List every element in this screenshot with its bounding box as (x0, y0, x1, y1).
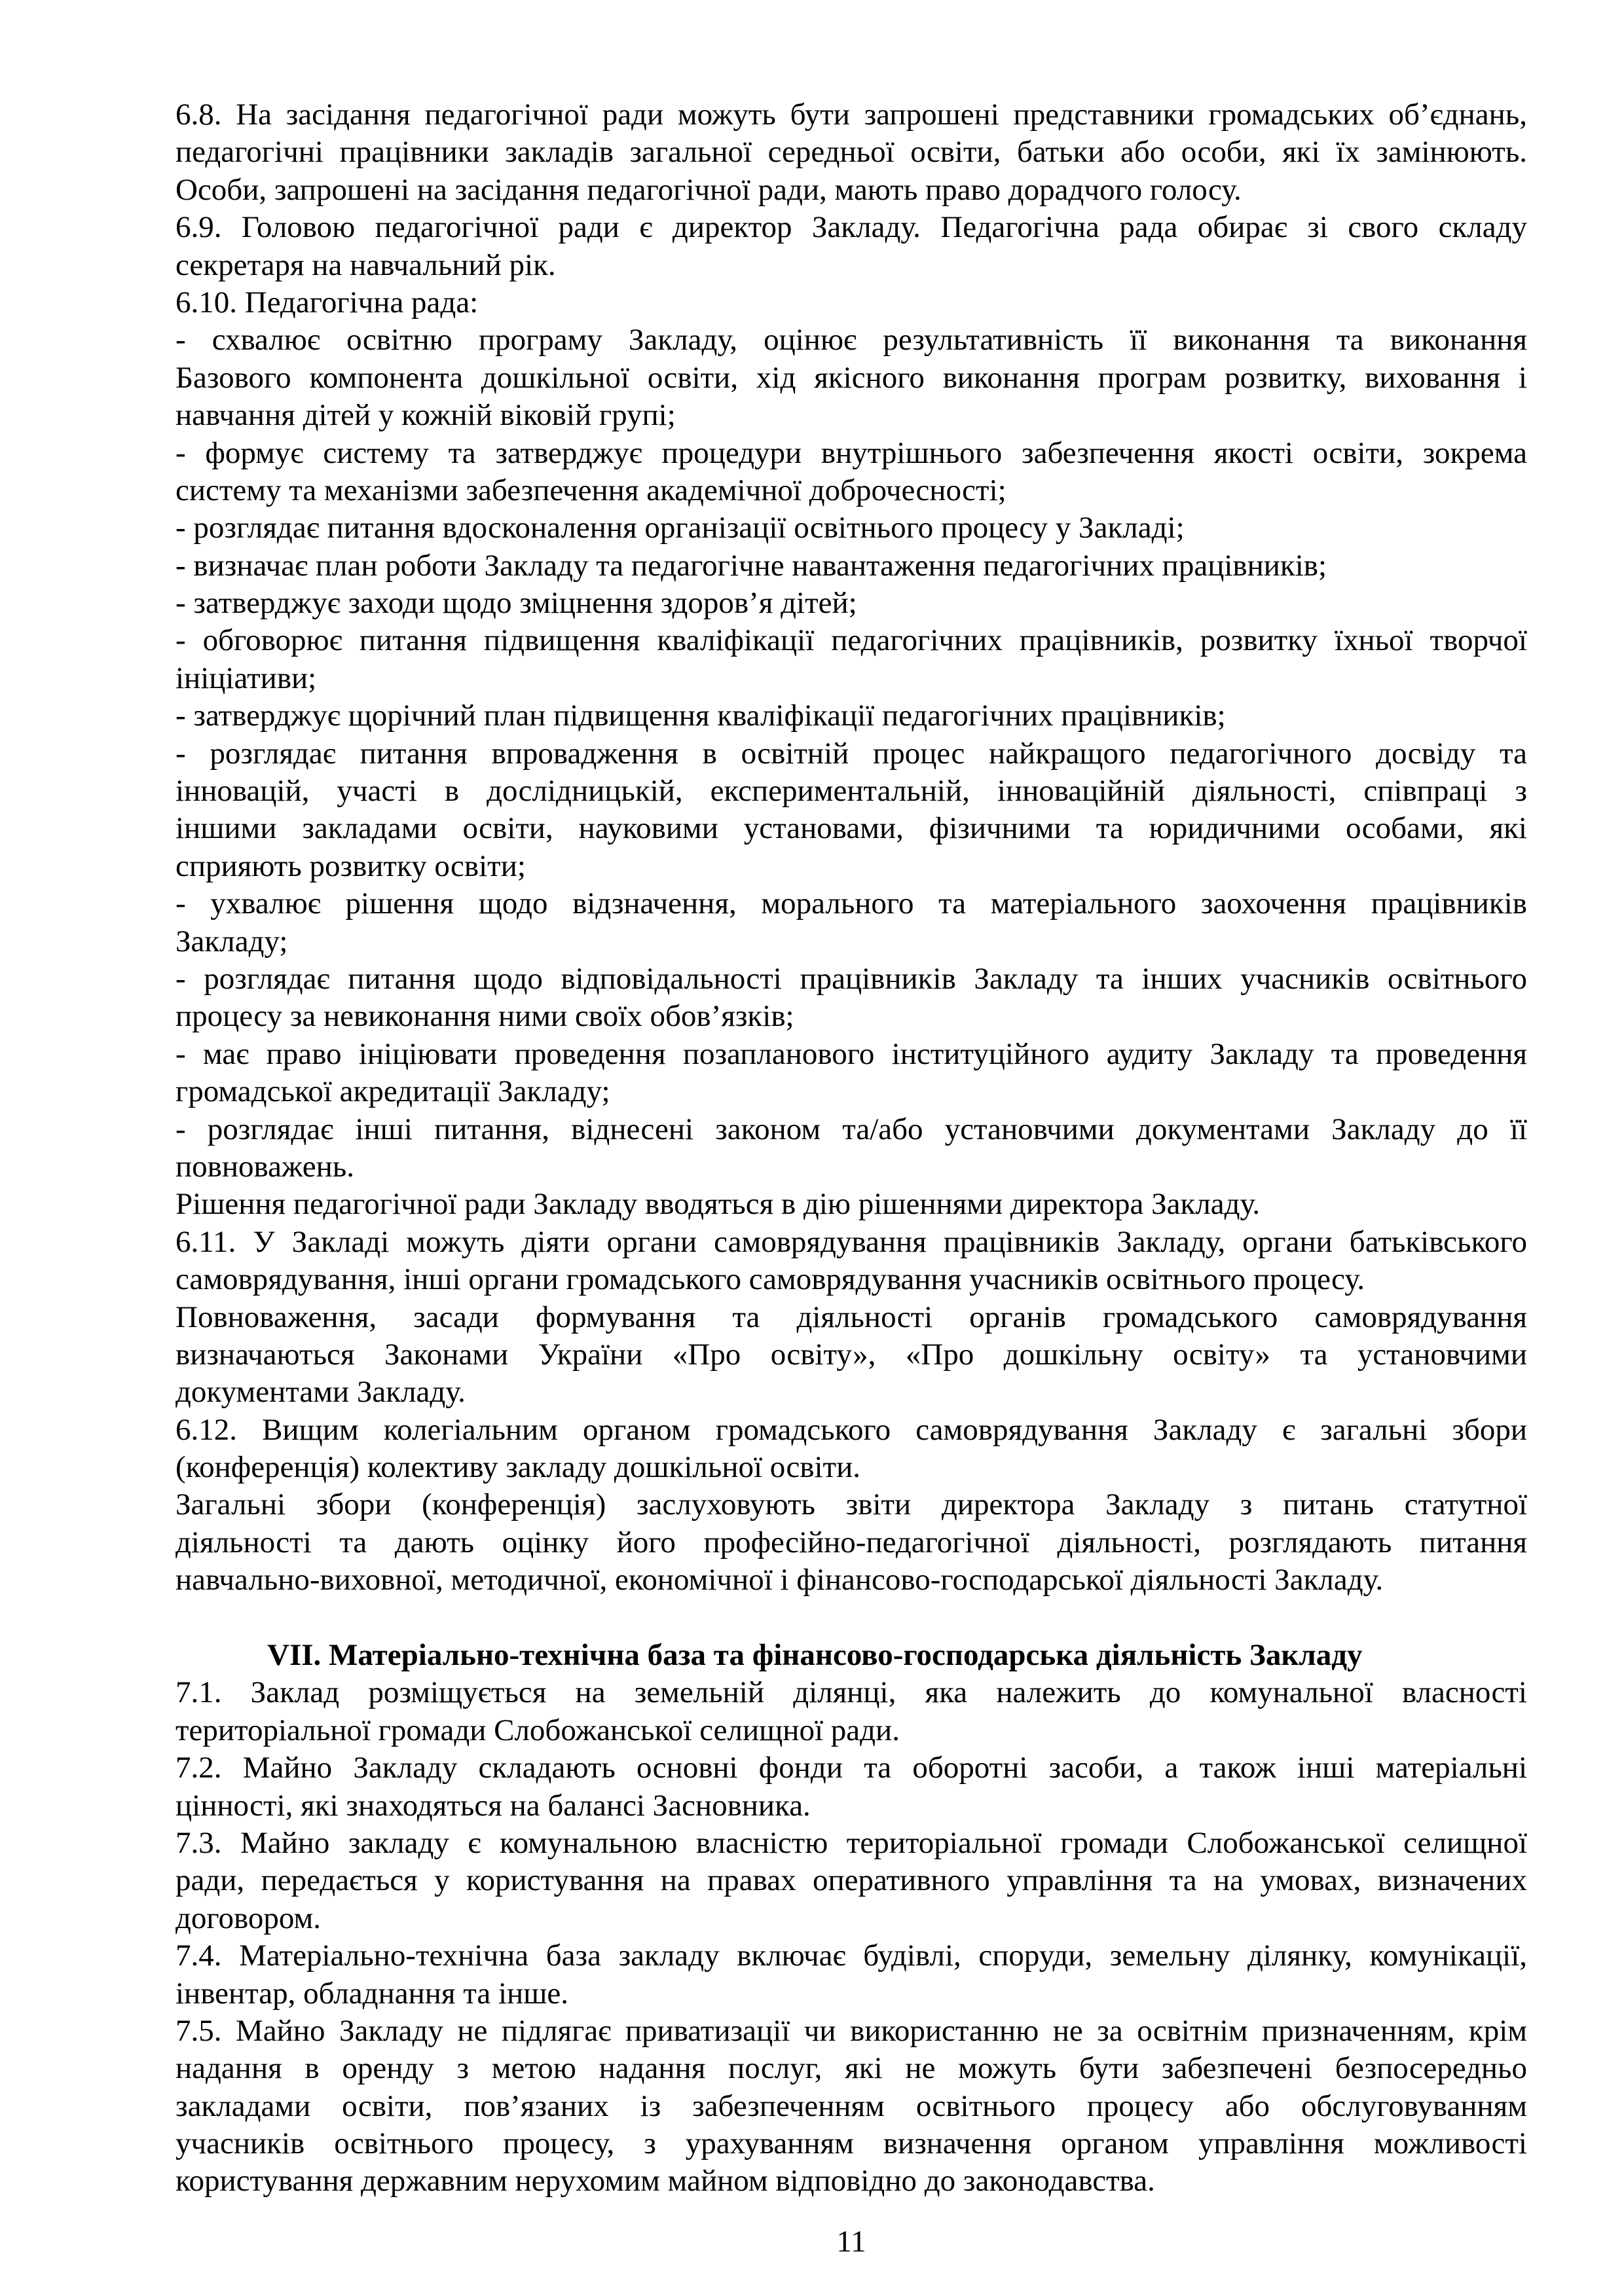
text-line: 6.10. Педагогічна рада: (175, 285, 479, 319)
text-line: Повноваження, засади формування та діяльності органів громадського самоврядування (175, 1300, 1527, 1334)
text-line: Рішення педагогічної ради Закладу вводяться в дію рішеннями директора Закладу. (175, 1187, 1261, 1222)
text-line: Базового компонента дошкільної освіти, хід якісного виконання програм розвитку, виховання і (175, 360, 1527, 395)
text-line: визначаються Законами України «Про освіту», «Про дошкільну освіту» та установчими (175, 1337, 1527, 1372)
text-line: самоврядування, інші органи громадського самоврядування учасників освітнього процесу. (175, 1262, 1365, 1297)
text-line: Особи, запрошені на засідання педагогічної ради, мають право дорадчого голосу. (175, 172, 1242, 207)
text-line: сприяють розвитку освіти; (175, 848, 526, 883)
text-line: іншими закладами освіти, науковими установами, фізичними та юридичними особами, які (175, 811, 1527, 846)
text-line: 6.11. У Закладі можуть діяти органи самоврядування працівників Закладу, органи батьківського (175, 1224, 1527, 1259)
text-line: - обговорює питання підвищення кваліфікації педагогічних працівників, розвитку їхньої творчої (175, 623, 1527, 658)
text-line: - схвалює освітню програму Закладу, оцінює результативність її виконання та виконання (175, 323, 1527, 357)
text-line: 7.5. Майно Закладу не підлягає приватизації чи використанню не за освітнім призначенням, крім (175, 2013, 1527, 2048)
text-line: - визначає план роботи Закладу та педагогічне навантаження педагогічних працівників; (175, 548, 1327, 583)
text-line: 6.12. Вищим колегіальним органом громадського самоврядування Закладу є загальні збори (175, 1412, 1527, 1447)
text-line: - розглядає питання вдосконалення організації освітнього процесу у Закладі; (175, 511, 1185, 545)
blank-line (175, 1599, 1527, 1637)
document-body (175, 96, 1527, 2200)
text-line: ініціативи; (175, 661, 317, 695)
text-line: договором. (175, 1901, 321, 1935)
text-line: - має право ініціювати проведення позапланового інституційного аудиту Закладу та проведення (175, 1036, 1527, 1071)
text-line: 7.2. Майно Закладу складають основні фонди та оборотні засоби, а також інші матеріальні (175, 1751, 1527, 1785)
text-line: (конференція) колективу закладу дошкільної освіти. (175, 1450, 861, 1485)
text-line: секретаря на навчальний рік. (175, 247, 556, 282)
text-line: 7.4. Матеріально-технічна база закладу включає будівлі, споруди, земельну ділянку, комунікації, (175, 1939, 1527, 1973)
text-line: інновацій, участі в дослідницькій, експериментальній, інноваційній діяльності, співпраці з (175, 774, 1527, 809)
section-6-continuation (175, 96, 1527, 1599)
text-line: ради, передається у користування на правах оперативного управління та на умовах, визначених (175, 1863, 1527, 1898)
section-7-heading: VII. Матеріально-технічна база та фінансово-господарська діяльність Закладу (267, 1638, 1363, 1673)
text-line: - затверджує заходи щодо зміцнення здоров’я дітей; (175, 586, 857, 621)
page-number: 11 (836, 2225, 866, 2259)
text-line: - розглядає інші питання, віднесені законом та/або установчими документами Закладу до її (175, 1112, 1527, 1146)
text-line: користування державним нерухомим майном відповідно до законодавства. (175, 2164, 1155, 2198)
text-line: - розглядає питання впровадження в освітній процес найкращого педагогічного досвіду та (175, 736, 1527, 771)
text-line: навчально-виховної, методичної, економічної і фінансово-господарської діяльності Закладу. (175, 1563, 1384, 1597)
text-line: Закладу; (175, 924, 288, 958)
text-line: - ухвалює рішення щодо відзначення, морального та матеріального заохочення працівників (175, 886, 1527, 921)
text-line: - затверджує щорічний план підвищення кваліфікації педагогічних працівників; (175, 699, 1226, 733)
text-line: територіальної громади Слобожанської селищної ради. (175, 1713, 900, 1747)
text-line: навчання дітей у кожній віковій групі; (175, 398, 676, 433)
text-line: - розглядає питання щодо відповідальності працівників Закладу та інших учасників освітнього (175, 961, 1527, 996)
text-line: - формує систему та затверджує процедури внутрішнього забезпечення якості освіти, зокрема (175, 435, 1527, 470)
text-line: діяльності та дають оцінку його професійно-педагогічної діяльності, розглядають питання (175, 1525, 1527, 1559)
text-line: учасників освітнього процесу, з урахуванням визначення органом управління можливості (175, 2126, 1527, 2161)
text-line: Загальні збори (конференція) заслуховують звіти директора Закладу з питань статутної (175, 1487, 1527, 1522)
section-7-body (175, 1674, 1527, 2200)
text-line: 7.1. Заклад розміщується на земельній ділянці, яка належить до комунальної власності (175, 1675, 1527, 1710)
text-line: інвентар, обладнання та інше. (175, 1976, 569, 2011)
text-line: повноважень. (175, 1149, 354, 1184)
text-line: надання в оренду з метою надання послуг, які не можуть бути забезпечені безпосередньо (175, 2051, 1527, 2086)
text-line: процесу за невиконання ними своїх обов’язків; (175, 999, 794, 1034)
text-line: 7.3. Майно закладу є комунальною власністю територіальної громади Слобожанської селищної (175, 1825, 1527, 1860)
text-line: громадської акредитації Закладу; (175, 1074, 610, 1109)
text-line: цінності, які знаходяться на балансі Засновника. (175, 1788, 811, 1823)
text-line: закладами освіти, пов’язаних із забезпеченням освітнього процесу або обслуговуванням (175, 2088, 1527, 2123)
text-line: документами Закладу. (175, 1375, 466, 1410)
text-line: педагогічні працівники закладів загальної середньої освіти, батьки або особи, які їх замінюють. (175, 135, 1527, 170)
text-line: систему та механізми забезпечення академічної доброчесності; (175, 473, 1006, 507)
text-line: 6.8. На засідання педагогічної ради можуть бути запрошені представники громадських об’єднань, (175, 98, 1527, 132)
text-line: 6.9. Головою педагогічної ради є директор Закладу. Педагогічна рада обирає зі свого складу (175, 210, 1527, 245)
